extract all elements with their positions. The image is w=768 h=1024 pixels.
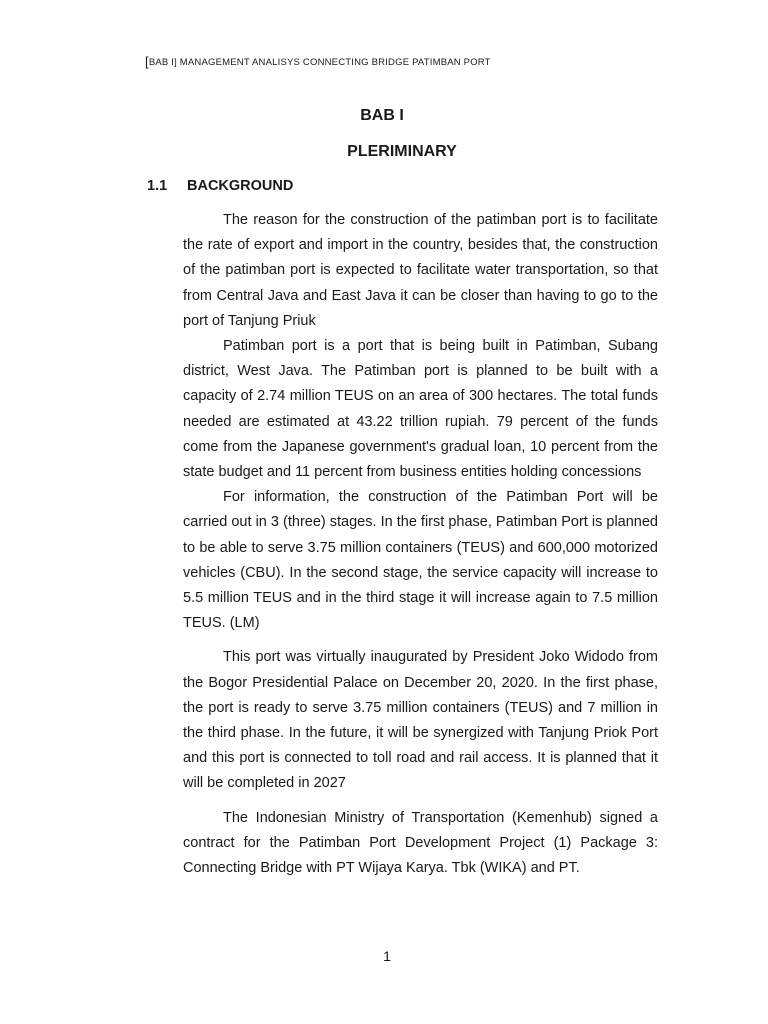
paragraph: Patimban port is a port that is being built in Patimban, Subang district, West Java. The Patimban port is planned to be built with a capacity of 2.74 million TEUS on an area of 300 hectares. The total funds needed are estimated at 43.22 trillion rupiah. 79 percent of the funds come from the Japanese government's gradual loan, 10 percent from the state budget and 11 percent from business entities holding concessions (183, 338, 658, 481)
paragraph: This port was virtually inaugurated by President Joko Widodo from the Bogor Presidential Palace on December 20, 2020. In the first phase, the port is ready to serve 3.75 million containers (TEUS) and 7 million in the third phase. In the future, it will be synergized with Tanjung Priok Port and this port is connected to toll road and rail access. It is planned that it will be completed in 2027 (183, 649, 658, 792)
body-text (183, 208, 658, 881)
section-title: BACKGROUND (187, 178, 294, 194)
section-number: 1.1 (147, 178, 168, 194)
header-text: BAB I] MANAGEMENT ANALISYS CONNECTING BRIDGE PATIMBAN PORT (148, 57, 491, 68)
running-header (145, 54, 491, 69)
page-number: 1 (383, 948, 391, 964)
paragraph: The Indonesian Ministry of Transportation (Kemenhub) signed a contract for the Patimban Port Development Project (1) Package 3: Connecting Bridge with PT Wijaya Karya. Tbk (WIKA) and PT. (183, 809, 658, 877)
section-heading (147, 178, 293, 194)
header-bracket: [ (145, 54, 149, 69)
chapter-title: PLERIMINARY (347, 143, 457, 160)
chapter-label: BAB I (360, 107, 404, 124)
paragraph: The reason for the construction of the patimban port is to facilitate the rate of export and import in the country, besides that, the construction of the patimban port is expected to facilitate water transportation, so that from Central Java and East Java it can be closer than having to go to the port of Tanjung Priuk (183, 212, 658, 329)
paragraph: For information, the construction of the Patimban Port will be carried out in 3 (three) stages. In the first phase, Patimban Port is planned to be able to serve 3.75 million containers (TEUS) and 600,000 motorized vehicles (CBU). In the second stage, the service capacity will increase to 5.5 million TEUS and in the third stage it will increase again to 7.5 million TEUS. (LM) (183, 489, 658, 632)
